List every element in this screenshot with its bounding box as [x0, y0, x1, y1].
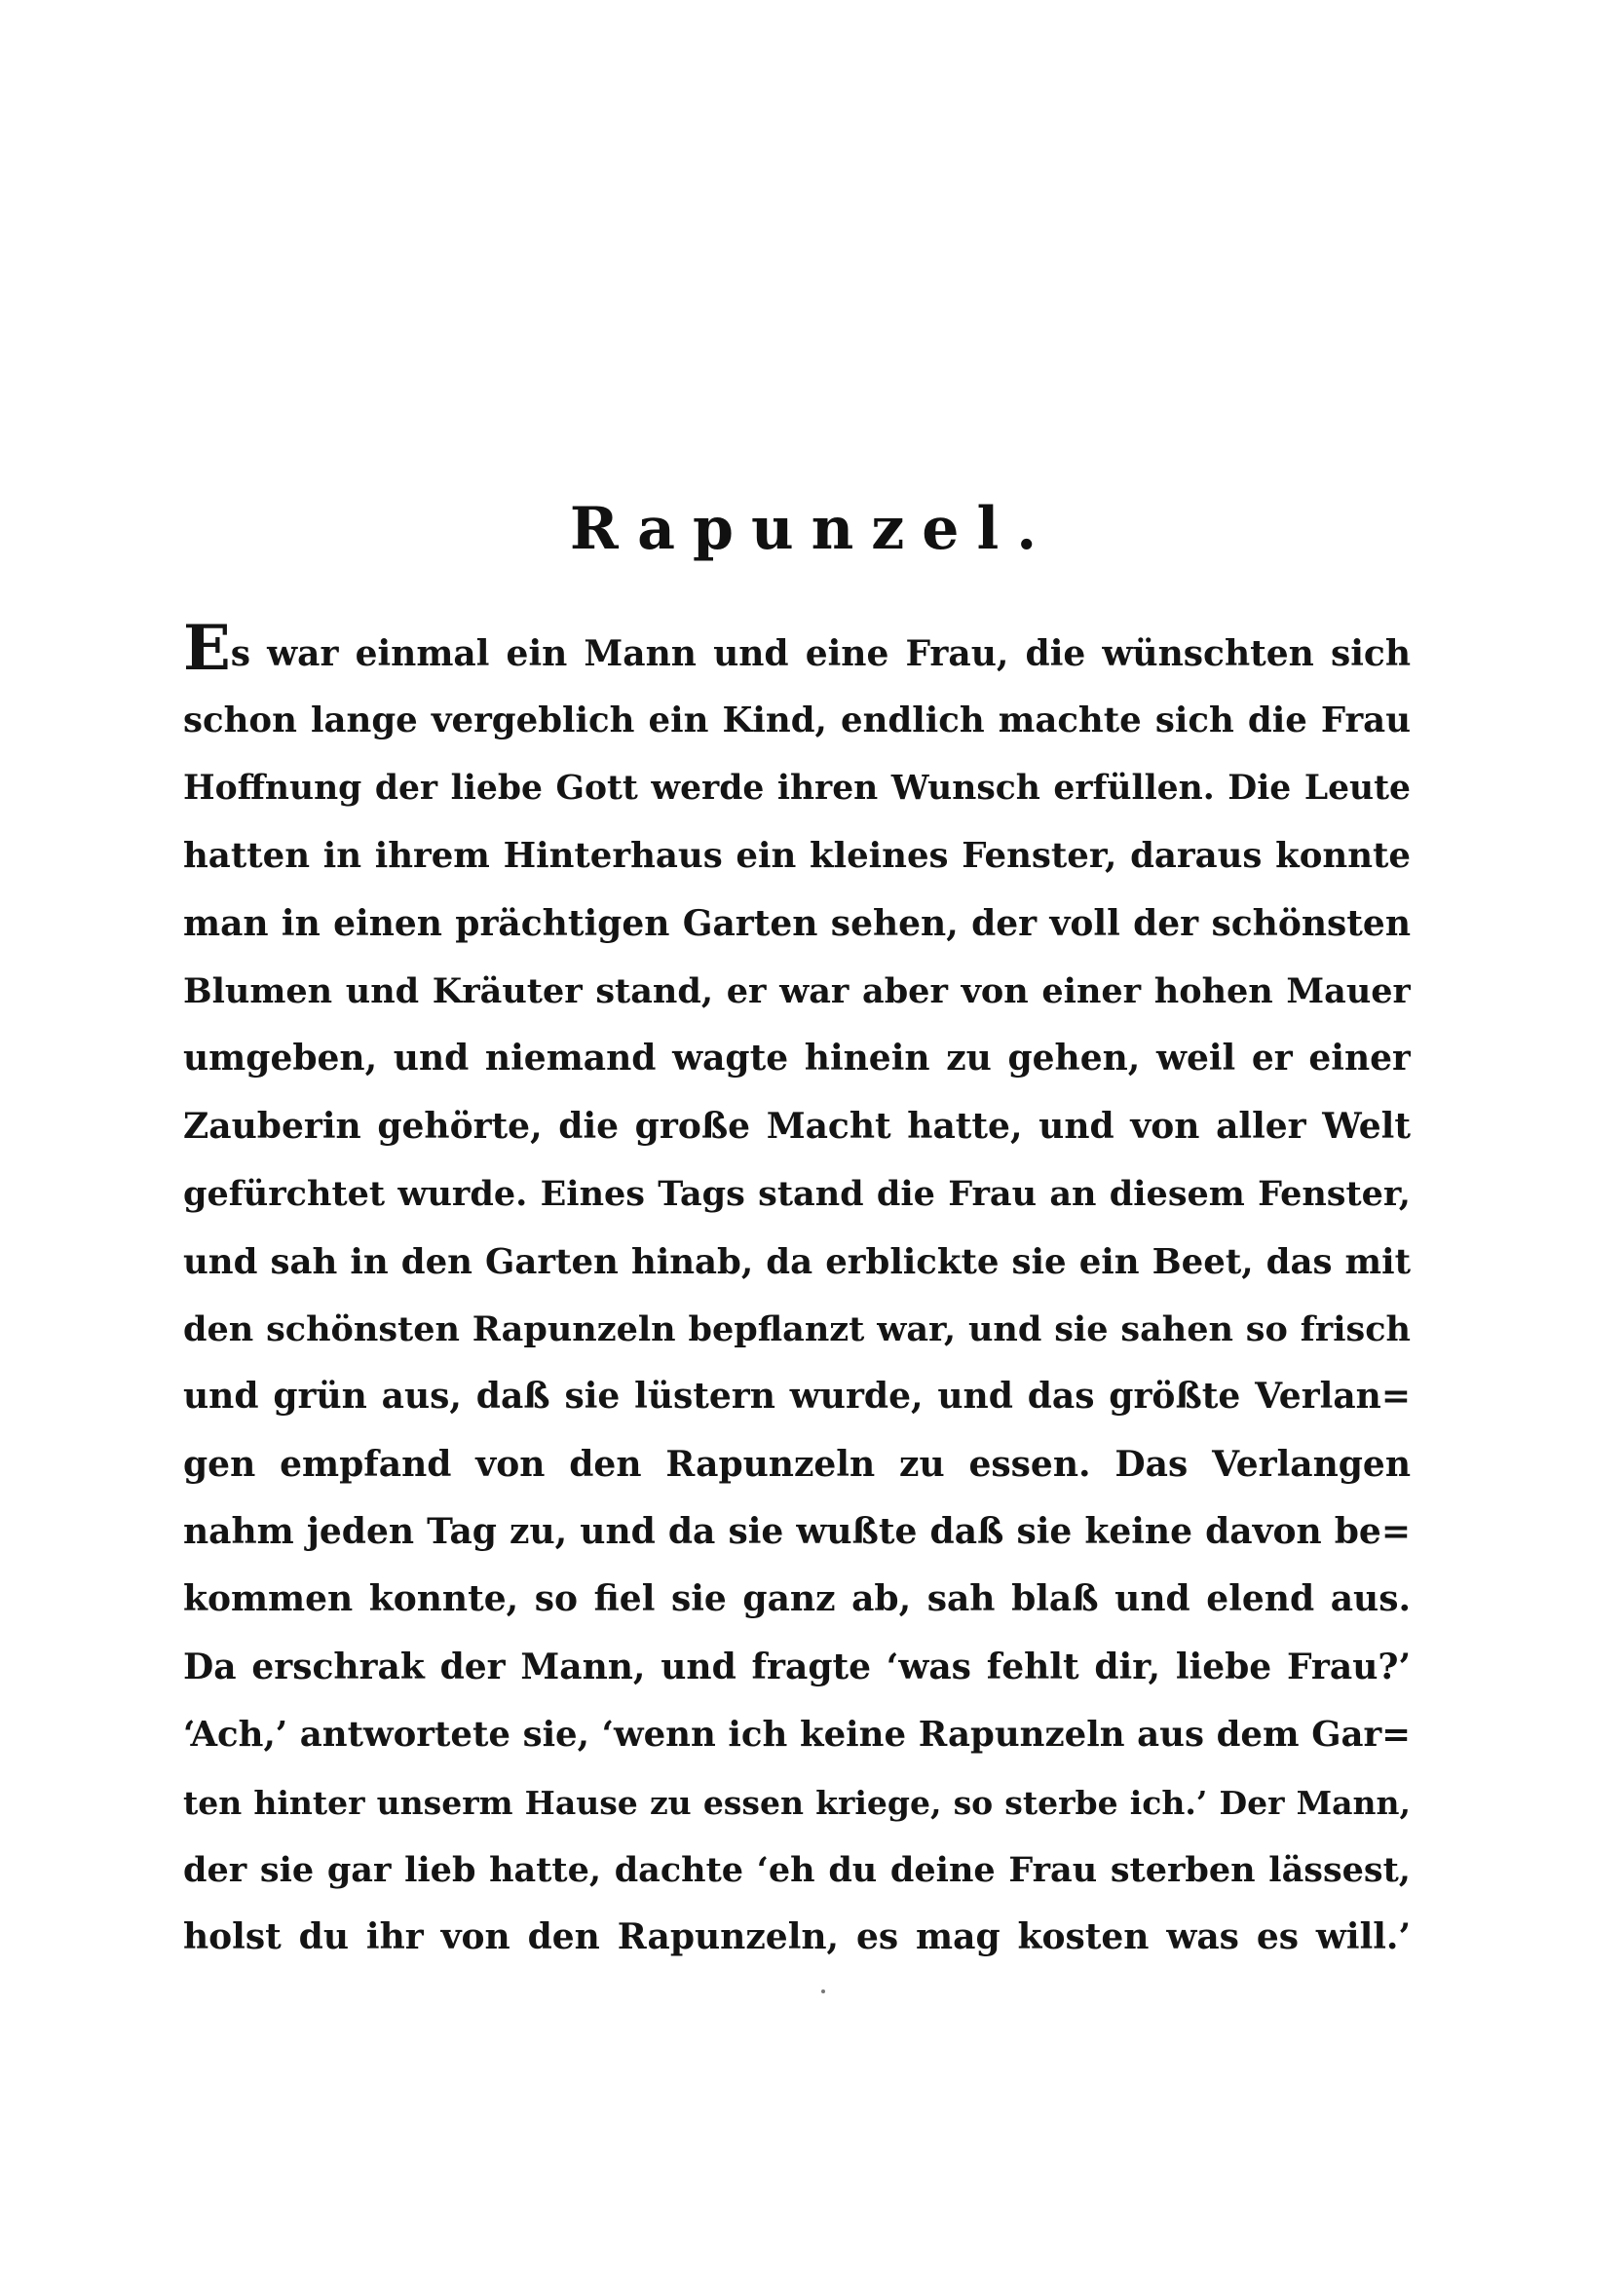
- text-line-10: und sah in den Garten hinab, da erblickte sie ein Beet, das mit: [183, 1241, 1411, 1282]
- text-line-1: [183, 620, 1411, 687]
- text-line-17: ‘Ach,’ antwortete sie, ‘wenn ich keine Rapunzeln aus dem Gar=: [183, 1715, 1411, 1756]
- text-line-7: umgeben, und niemand wagte hinein zu gehen, weil er einer: [183, 1038, 1411, 1079]
- ink-speck: [821, 1989, 825, 1993]
- text-line-18: ten hinter unserm Hause zu essen kriege, so sterbe ich.’ Der Mann,: [183, 1783, 1411, 1822]
- drop-cap: E: [183, 620, 231, 685]
- text-line-13: gen empfand von den Rapunzeln zu essen. Das Verlangen: [183, 1443, 1411, 1485]
- text-line-20: holst du ihr von den Rapunzeln, es mag kosten was es will.’: [183, 1916, 1411, 1958]
- text-line-15: kommen konnte, so fiel sie ganz ab, sah blaß und elend aus.: [183, 1578, 1411, 1620]
- text-line-16: Da erschrak der Mann, und fragte ‘was fehlt dir, liebe Frau?’: [183, 1646, 1411, 1687]
- text-line-12: und grün aus, daß sie lüstern wurde, und das größte Verlan=: [183, 1376, 1411, 1418]
- text-line-4: hatten in ihrem Hinterhaus ein kleines Fenster, daraus konnte: [183, 836, 1411, 877]
- text-line-5: man in einen prächtigen Garten sehen, der voll der schönsten: [183, 902, 1411, 944]
- text-line-14: nahm jeden Tag zu, und da sie wußte daß sie keine davon be=: [183, 1511, 1411, 1553]
- text-line-11: den schönsten Rapunzeln bepflanzt war, und sie sahen so frisch: [183, 1308, 1411, 1349]
- text-line-1-rest: s war einmal ein Mann und eine Frau, die wünschten sich: [230, 633, 1411, 674]
- text-line-3: Hoffnung der liebe Gott werde ihren Wunsch erfüllen. Die Leute: [183, 768, 1411, 808]
- text-line-8: Zauberin gehörte, die große Macht hatte, und von aller Welt: [183, 1105, 1411, 1147]
- text-line-6: Blumen und Kräuter stand, er war aber von einer hohen Mauer: [183, 970, 1411, 1011]
- chapter-title: Rapunzel.: [569, 495, 1055, 563]
- text-line-2: schon lange vergeblich ein Kind, endlich machte sich die Frau: [183, 701, 1411, 741]
- text-line-9: gefürchtet wurde. Eines Tags stand die Frau an diesem Fenster,: [183, 1174, 1411, 1215]
- text-line-19: der sie gar lieb hatte, dachte ‘eh du deine Frau sterben lässest,: [183, 1850, 1411, 1891]
- body-text: [183, 620, 1411, 1972]
